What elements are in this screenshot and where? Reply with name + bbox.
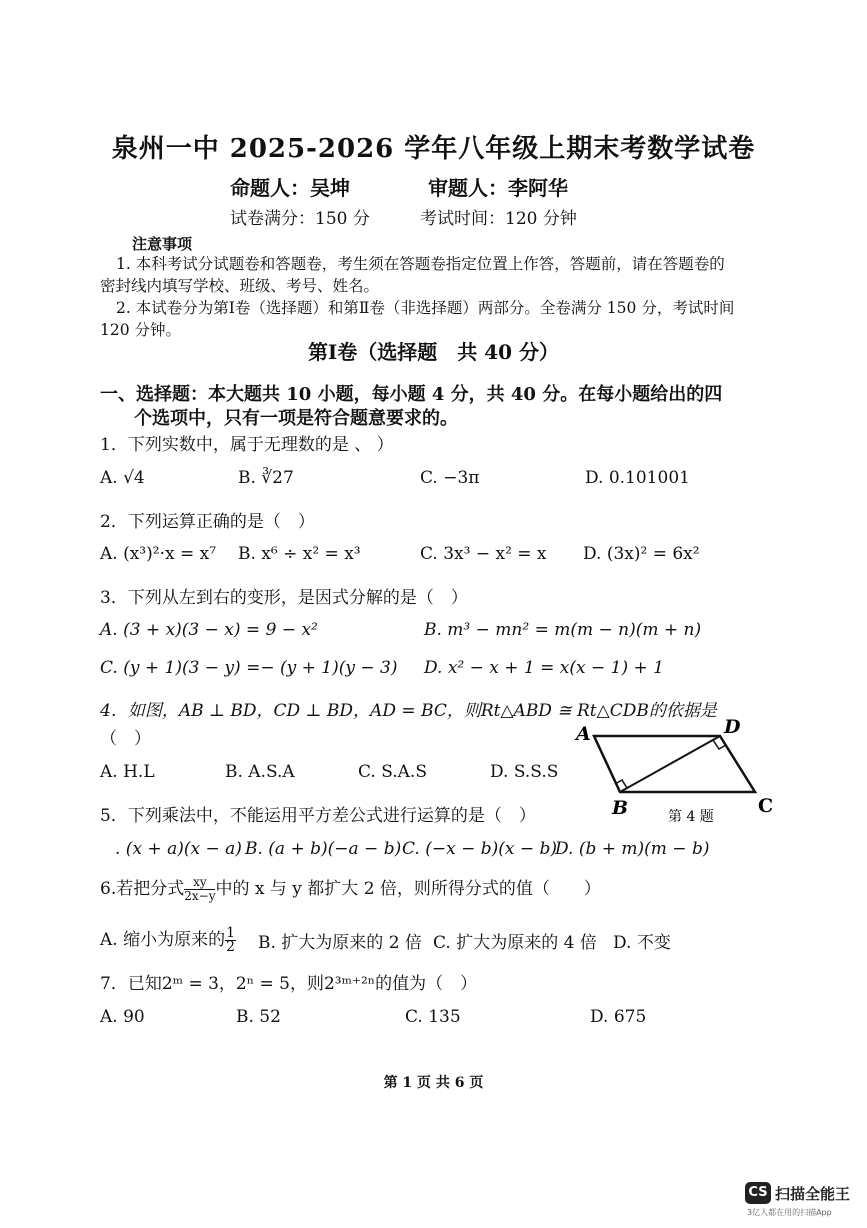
q5-stem: 5．下列乘法中，不能运用平方差公式进行运算的是（ ） bbox=[100, 806, 536, 826]
part-intro-line2: 个选项中，只有一项是符合题意要求的。 bbox=[134, 408, 458, 429]
vertex-label-b: B bbox=[612, 797, 629, 819]
scanner-watermark bbox=[745, 1182, 859, 1220]
q7-option-d: D. 675 bbox=[590, 1007, 647, 1027]
setter-name: 命题人：吴坤 bbox=[230, 176, 350, 200]
q6-option-a-text: A. 缩小为原来的 bbox=[100, 930, 226, 950]
scanner-app-name: 扫描全能王 bbox=[775, 1185, 851, 1203]
scanner-tagline: 3亿人都在用的扫描App bbox=[747, 1208, 832, 1217]
q6-fraction-denominator: 2x−y bbox=[184, 889, 216, 903]
note-item-1: 1. 本科考试分试题卷和答题卷，考生须在答题卷指定位置上作答，答题前，请在答题卷的密封线内填写学校、班级、考号、姓名。 bbox=[100, 255, 725, 295]
exam-title: 泉州一中 2025-2026 学年八年级上期末考数学试卷 bbox=[111, 134, 756, 164]
q3-option-a: A. (3 + x)(3 − x) = 9 − x² bbox=[100, 620, 318, 640]
q4-option-c: C. S.A.S bbox=[358, 762, 427, 782]
full-score: 试卷满分：150 分 bbox=[230, 209, 370, 229]
q7-option-a: A. 90 bbox=[100, 1007, 145, 1027]
q6-stem-post: 中的 x 与 y 都扩大 2 倍，则所得分式的值（ ） bbox=[215, 879, 601, 899]
vertex-label-a: A bbox=[576, 723, 591, 745]
q2-option-c: C. 3x³ − x² = x bbox=[420, 544, 547, 564]
q7-stem: 7．已知2ᵐ = 3，2ⁿ = 5，则2³ᵐ⁺²ⁿ的值为（ ） bbox=[100, 974, 478, 994]
q1-option-b: B. ∛27 bbox=[238, 468, 294, 488]
q6-option-c: C. 扩大为原来的 4 倍 bbox=[433, 933, 597, 953]
q3-option-b: B. m³ − mn² = m(m − n)(m + n) bbox=[424, 620, 702, 640]
q1-option-a: A. √4 bbox=[100, 468, 145, 488]
q2-stem: 2．下列运算正确的是（ ） bbox=[100, 512, 315, 532]
vertex-label-d: D bbox=[724, 718, 741, 738]
q6-fraction-numerator: xy bbox=[184, 876, 215, 890]
section-title: 第Ⅰ卷（选择题 共 40 分） bbox=[307, 340, 560, 364]
q7-option-c: C. 135 bbox=[405, 1007, 461, 1027]
q5-option-a: . (x + a)(x − a) bbox=[115, 839, 242, 859]
q7-option-b: B. 52 bbox=[236, 1007, 281, 1027]
q4-option-b: B. A.S.A bbox=[225, 762, 295, 782]
vertex-label-c: C bbox=[758, 795, 774, 817]
q2-option-b: B. x⁶ ÷ x² = x³ bbox=[238, 544, 361, 564]
q6-option-a-fraction bbox=[225, 927, 236, 954]
scanner-logo-icon: CS bbox=[745, 1182, 771, 1204]
q5-option-c: C. (−x − b)(x − b) bbox=[402, 839, 558, 859]
q2-option-d: D. (3x)² = 6x² bbox=[583, 544, 700, 564]
q2-option-a: A. (x³)²·x = x⁷ bbox=[100, 544, 217, 564]
q4-option-a: A. H.L bbox=[100, 762, 155, 782]
exam-time: 考试时间：120 分钟 bbox=[420, 209, 577, 229]
q4-stem: 4．如图，AB ⊥ BD，CD ⊥ BD，AD = BC，则Rt△ABD ≅ Rt△CDB的依据是 bbox=[100, 701, 717, 721]
q5-option-d: D. (b + m)(m − b) bbox=[555, 839, 710, 859]
q6-stem-pre: 6.若把分式 bbox=[100, 879, 185, 899]
q6-option-a-denominator: 2 bbox=[226, 939, 236, 955]
q6-option-d: D. 不变 bbox=[613, 933, 671, 953]
q3-stem: 3．下列从左到右的变形，是因式分解的是（ ） bbox=[100, 588, 468, 608]
q4-figure bbox=[570, 718, 785, 828]
notes-heading: 注意事项 bbox=[132, 235, 193, 253]
q6-option-b: B. 扩大为原来的 2 倍 bbox=[258, 933, 422, 953]
q1-option-d: D. 0.101001 bbox=[585, 468, 690, 488]
figure-caption: 第 4 题 bbox=[668, 809, 714, 825]
parallelogram-shape bbox=[594, 736, 755, 792]
q1-option-c: C. −3π bbox=[420, 468, 480, 488]
q6-option-a bbox=[100, 925, 236, 954]
page-footer: 第 1 页 共 6 页 bbox=[383, 1075, 484, 1091]
q6-fraction bbox=[184, 876, 215, 903]
q3-option-d: D. x² − x + 1 = x(x − 1) + 1 bbox=[424, 658, 664, 678]
q6-stem bbox=[100, 874, 601, 903]
q4-option-d: D. S.S.S bbox=[490, 762, 559, 782]
q1-stem: 1．下列实数中，属于无理数的是 、 ） bbox=[100, 435, 394, 455]
note-item-2: 2. 本试卷分为第Ⅰ卷（选择题）和第Ⅱ卷（非选择题）两部分。全卷满分 150 分，考试时间 120 分钟。 bbox=[100, 299, 735, 339]
q3-option-c: C. (y + 1)(3 − y) =− (y + 1)(y − 3) bbox=[100, 658, 398, 678]
q5-option-b: B. (a + b)(−a − b) bbox=[245, 839, 402, 859]
diagonal-bd bbox=[620, 736, 720, 792]
part-intro-line1: 一、选择题：本大题共 10 小题，每小题 4 分，共 40 分。在每小题给出的四 bbox=[100, 384, 723, 405]
q4-stem-bracket: （ ） bbox=[100, 729, 151, 749]
q6-option-a-numerator: 1 bbox=[226, 925, 236, 941]
reviewer-name: 审题人：李阿华 bbox=[428, 176, 568, 200]
